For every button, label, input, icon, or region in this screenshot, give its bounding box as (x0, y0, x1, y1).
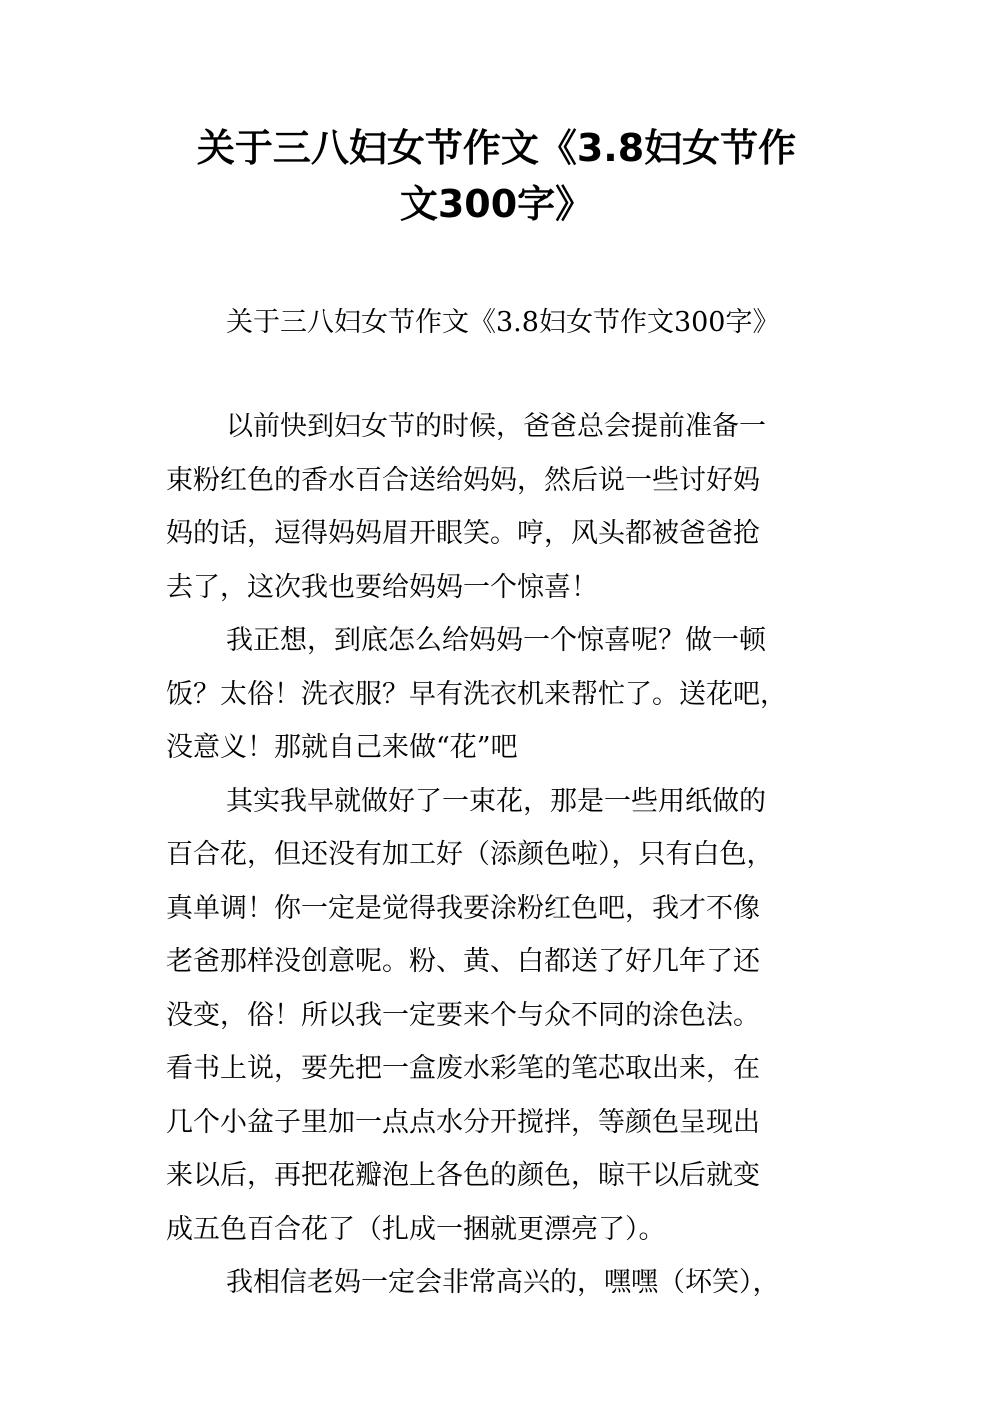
title-line-1: 关于三八妇女节作文《3.8妇女节作 (196, 126, 797, 170)
paragraph-line: 我相信老妈一定会非常高兴的，嘿嘿（坏笑）， (226, 1267, 780, 1298)
document-body (166, 400, 828, 1310)
paragraph-line: 去了，这次我也要给妈妈一个惊喜！ (166, 571, 598, 603)
paragraph (166, 614, 828, 775)
paragraph-line: 几个小盆子里加一点点水分开搅拌，等颜色呈现出 (166, 1106, 760, 1138)
paragraph (166, 400, 828, 614)
paragraph-line: 看书上说，要先把一盒废水彩笔的笔芯取出来，在 (166, 1053, 760, 1084)
paragraph-line: 没意义！那就自己来做“花”吧 (166, 732, 518, 763)
paragraph-line: 来以后，再把花瓣泡上各色的颜色，晾干以后就变 (166, 1160, 760, 1191)
document-title (0, 120, 993, 232)
paragraph-line: 妈的话，逗得妈妈眉开眼笑。哼，风头都被爸爸抢 (166, 518, 760, 549)
paragraph-line: 饭？太俗！洗衣服？早有洗衣机来帮忙了。送花吧， (166, 678, 787, 710)
paragraph-line: 老爸那样没创意呢。粉、黄、白都送了好几年了还 (166, 946, 760, 977)
paragraph-line: 我正想，到底怎么给妈妈一个惊喜呢？做一顿 (226, 625, 766, 656)
paragraph (166, 775, 828, 1257)
paragraph (166, 1256, 828, 1310)
paragraph-line: 束粉红色的香水百合送给妈妈，然后说一些讨好妈 (166, 464, 760, 496)
document-subtitle: 关于三八妇女节作文《3.8妇女节作文300字》 (226, 307, 780, 338)
paragraph-line: 百合花，但还没有加工好（添颜色啦），只有白色， (166, 839, 774, 870)
paragraph-line: 其实我早就做好了一束花，那是一些用纸做的 (226, 785, 766, 817)
title-line-2: 文300字》 (399, 182, 594, 226)
paragraph-line: 真单调！你一定是觉得我要涂粉红色吧，我才不像 (166, 892, 760, 924)
paragraph-line: 以前快到妇女节的时候，爸爸总会提前准备一 (226, 411, 766, 442)
paragraph-line: 成五色百合花了（扎成一捆就更漂亮了）。 (166, 1213, 666, 1245)
paragraph-line: 没变，俗！所以我一定要来个与众不同的涂色法。 (166, 999, 760, 1031)
